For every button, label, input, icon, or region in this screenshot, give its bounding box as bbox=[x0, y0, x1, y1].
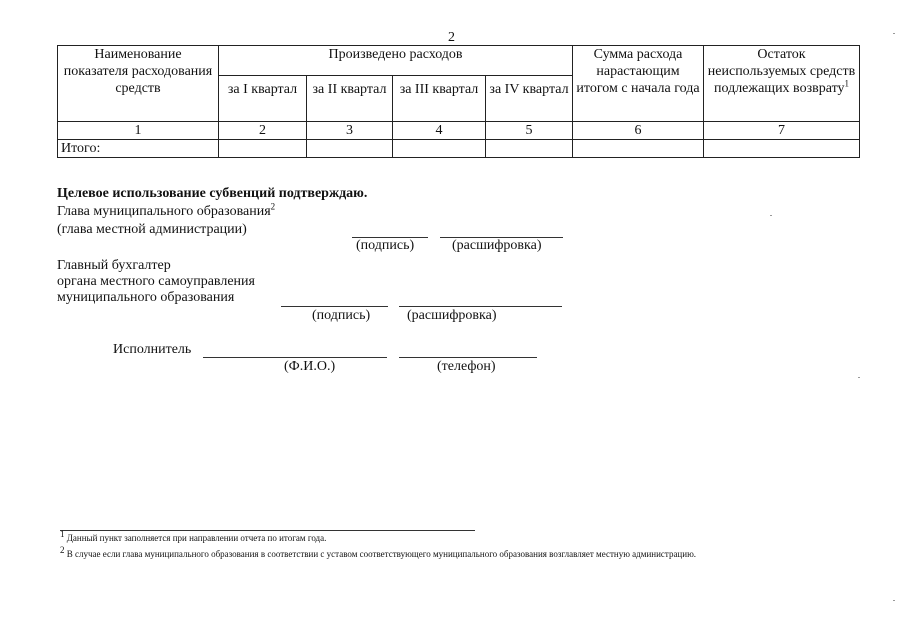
accountant-decoding-line[interactable] bbox=[399, 306, 562, 307]
total-row bbox=[58, 140, 860, 158]
header-expenses-made: Произведено расходов bbox=[219, 46, 573, 76]
page-number: 2 bbox=[448, 30, 455, 45]
total-cell[interactable] bbox=[486, 140, 573, 158]
scan-speck bbox=[893, 600, 895, 601]
footnote-ref-1: 1 bbox=[844, 78, 849, 89]
accountant-title-line1: Главный бухгалтер bbox=[57, 258, 171, 273]
footnote-1 bbox=[60, 529, 327, 543]
accountant-title-line2: органа местного самоуправления bbox=[57, 274, 255, 289]
column-number: 4 bbox=[393, 122, 486, 140]
footnote-mark-2: 2 bbox=[60, 545, 65, 555]
column-number: 3 bbox=[307, 122, 393, 140]
header-remainder-text: Остаток неиспользуемых средств подлежащих возврату bbox=[707, 47, 856, 96]
accountant-signature-caption: (подпись) bbox=[312, 308, 371, 323]
executor-phone-line[interactable] bbox=[399, 357, 537, 358]
scan-speck bbox=[893, 33, 895, 34]
confirmation-heading: Целевое использование субвенций подтверждаю. bbox=[57, 186, 368, 201]
head-title-line2: (глава местной администрации) bbox=[57, 222, 247, 237]
header-remainder bbox=[704, 46, 860, 122]
total-cell[interactable] bbox=[704, 140, 860, 158]
header-cumulative-sum: Сумма расхода нарастающим итогом с начала года bbox=[573, 46, 704, 122]
table-header-row bbox=[58, 46, 860, 76]
total-cell[interactable] bbox=[307, 140, 393, 158]
header-quarter-2: за II квартал bbox=[307, 76, 393, 122]
footnote-mark-1: 1 bbox=[60, 529, 65, 539]
footnote-ref-2: 2 bbox=[270, 201, 276, 212]
header-indicator-name: Наименование показателя расходования средств bbox=[58, 46, 219, 122]
footnote-2 bbox=[60, 545, 697, 559]
executor-phone-caption: (телефон) bbox=[437, 359, 496, 374]
head-title-text: Глава муниципального образования bbox=[57, 204, 271, 219]
column-number: 2 bbox=[219, 122, 307, 140]
accountant-signature-line[interactable] bbox=[281, 306, 388, 307]
head-signature-caption: (подпись) bbox=[356, 238, 415, 253]
footnote-text-2: В случае если глава муниципального образования в соответствии с уставом соответствующего муниципального образования возглавляет местную администрацию. bbox=[66, 549, 697, 559]
head-decoding-caption: (расшифровка) bbox=[452, 238, 542, 253]
column-number: 5 bbox=[486, 122, 573, 140]
header-quarter-1: за I квартал bbox=[219, 76, 307, 122]
footnote-separator bbox=[60, 530, 475, 531]
accountant-decoding-caption: (расшифровка) bbox=[407, 308, 497, 323]
executor-name-caption: (Ф.И.О.) bbox=[284, 359, 336, 374]
executor-name-line[interactable] bbox=[203, 357, 387, 358]
column-number: 7 bbox=[704, 122, 860, 140]
column-numbers-row bbox=[58, 122, 860, 140]
scan-speck bbox=[770, 215, 772, 216]
footnote-text-1: Данный пункт заполняется при направлении отчета по итогам года. bbox=[66, 533, 327, 543]
executor-label: Исполнитель bbox=[113, 342, 192, 357]
total-cell[interactable] bbox=[393, 140, 486, 158]
header-quarter-3: за III квартал bbox=[393, 76, 486, 122]
expenses-report-table bbox=[57, 45, 860, 158]
total-cell[interactable] bbox=[219, 140, 307, 158]
header-quarter-4: за IV квартал bbox=[486, 76, 573, 122]
column-number: 6 bbox=[573, 122, 704, 140]
column-number: 1 bbox=[58, 122, 219, 140]
scan-speck bbox=[858, 377, 860, 378]
accountant-title-line3: муниципального образования bbox=[57, 290, 235, 305]
total-cell[interactable] bbox=[573, 140, 704, 158]
head-title-line1 bbox=[57, 201, 276, 220]
total-label: Итого: bbox=[58, 140, 219, 158]
